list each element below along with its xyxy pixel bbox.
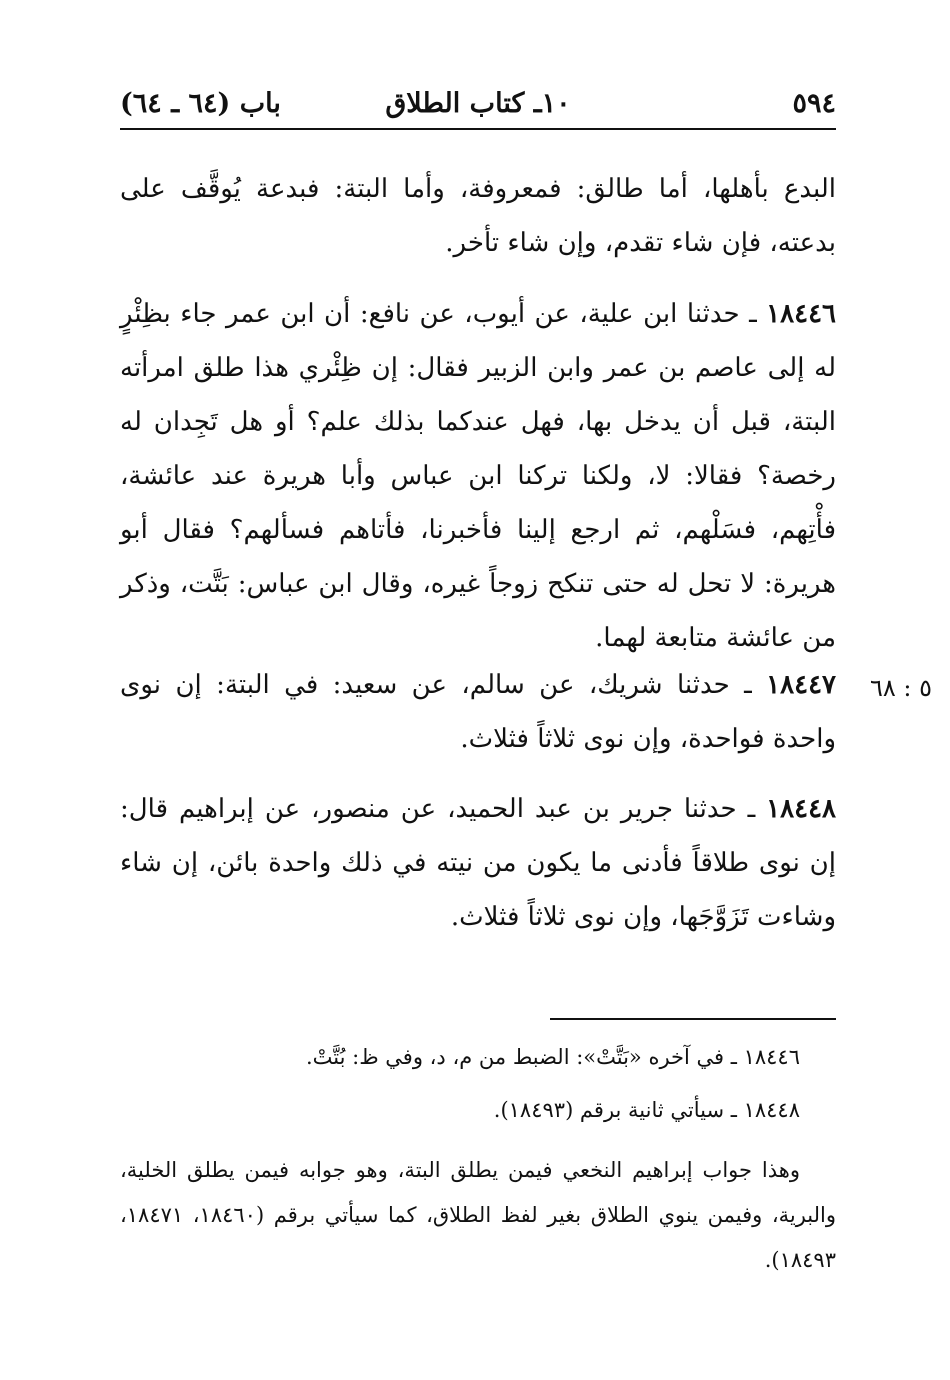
hadith-text: ـ حدثنا جرير بن عبد الحميد، عن منصور، عن إبراهيم قال: إن نوى طلاقاً فأدنى ما يكون من نيته في ذلك واحدة بائن، إن شاء وشاءت تَزَوَّجَها، وإن نوى ثلاثاً فثلاث. [120, 794, 836, 932]
footnote-18448 [120, 1088, 836, 1133]
hadith-18447 [120, 658, 836, 766]
margin-reference: ٥ : ٦٨ [869, 674, 932, 702]
footnote-18446 [120, 1035, 836, 1080]
hadith-18446 [120, 287, 836, 665]
header-rule [120, 128, 836, 130]
footnote-rule [550, 1018, 836, 1020]
hadith-text: ـ حدثنا ابن علية، عن أيوب، عن نافع: أن ابن عمر جاء بظِئْرٍ له إلى عاصم بن عمر وابن الزبير فقال: إن ظِئْري هذا طلق امرأته البتة، قبل أن يدخل بها، فهل عندكما بذلك علم؟ أو هل تَجِدان له رخصة؟ فقالا: لا، ولكنا تركنا ابن عباس وأبا هريرة عند عائشة، فأْتِهم، فسَلْهم، ثم ارجع إلينا فأخبرنا، فأتاهم فسألهم؟ فقال أبو هريرة: لا تحل له حتى تنكح زوجاً غيره، وقال ابن عباس: بَتَّت، وذكر من عائشة متابعة لهما. [120, 299, 836, 653]
hadith-18448 [120, 782, 836, 944]
hadith-number: ١٨٤٤٦ [766, 299, 836, 329]
continuation-paragraph: البدع بأهلها، أما طالق: فمعروفة، وأما البتة: فبدعة يُوقَّف على بدعته، فإن شاء تقدم، وإن شاء تأخر. [120, 174, 836, 258]
footnote-explanation [120, 1148, 836, 1283]
hadith-text: ـ حدثنا شريك، عن سالم، عن سعيد: في البتة: إن نوى واحدة فواحدة، وإن نوى ثلاثاً فثلاث. [120, 670, 836, 754]
hadith-number: ١٨٤٤٧ [766, 670, 836, 700]
running-header [120, 84, 836, 130]
page-number: ٥٩٤ [792, 88, 836, 119]
chapter-reference: باب (٦٤ ـ ٦٤) [120, 88, 281, 119]
book-title: ١٠ـ كتاب الطلاق [385, 88, 571, 119]
hadith-number: ١٨٤٤٨ [766, 794, 836, 824]
footnote-text: ١٨٤٤٦ ـ في آخره «بَتَّتْ»: الضبط من م، د، وفي ظ: بُتَّتْ. [305, 1045, 800, 1069]
footnote-text: ١٨٤٤٨ ـ سيأتي ثانية برقم (١٨٤٩٣). [493, 1098, 800, 1122]
footnote-text: وهذا جواب إبراهيم النخعي فيمن يطلق البتة، وهو جوابه فيمن يطلق الخلية، والبرية، وفيمن ينوي الطلاق بغير لفظ الطلاق، كما سيأتي برقم (١٨٤٦٠، ١٨٤٧١، ١٨٤٩٣). [120, 1158, 836, 1272]
